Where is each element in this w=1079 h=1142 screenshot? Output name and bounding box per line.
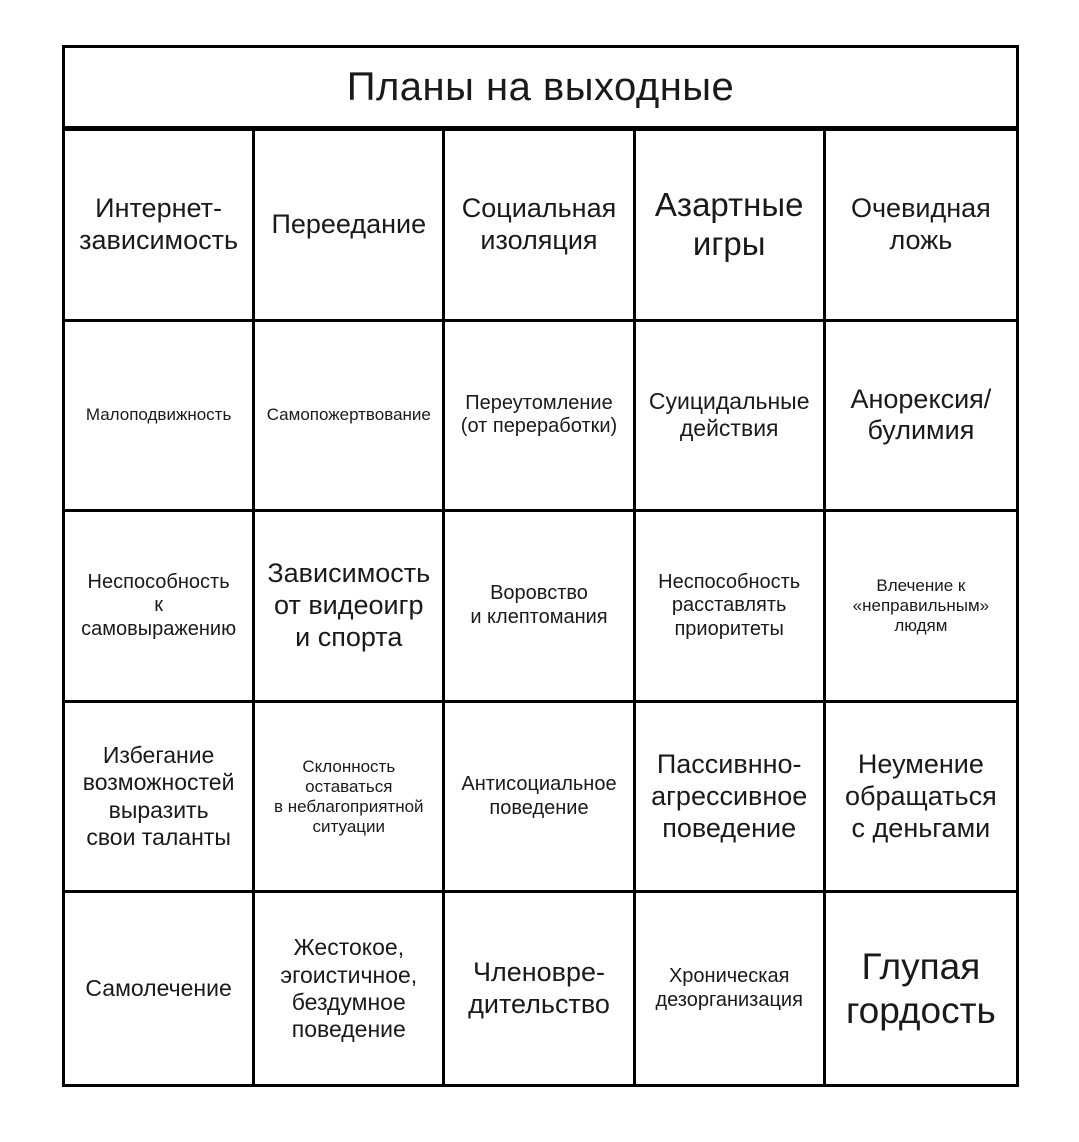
bingo-grid: [65, 131, 1016, 1084]
bingo-cell[interactable]: [636, 893, 826, 1084]
bingo-cell[interactable]: [65, 512, 255, 703]
cell-label: Социальная изоляция: [461, 192, 617, 255]
cell-label: Малоподвижность: [85, 405, 232, 425]
bingo-cell[interactable]: [826, 703, 1016, 894]
bingo-cell[interactable]: [826, 512, 1016, 703]
bingo-cell[interactable]: [826, 322, 1016, 513]
cell-label: Очевидная ложь: [850, 192, 991, 255]
bingo-cell[interactable]: [445, 893, 635, 1084]
cell-label: Неумение обращаться с деньгами: [845, 748, 997, 843]
bingo-cell[interactable]: [636, 512, 826, 703]
bingo-cell[interactable]: [636, 703, 826, 894]
cell-label: Воровство и клептомания: [470, 582, 608, 628]
cell-label: Неспособность расставлять приоритеты: [658, 570, 801, 640]
cell-label: Избегание возможностей выразить свои таланты: [82, 742, 235, 850]
cell-label: Неспособность к самовыражению: [81, 570, 237, 640]
bingo-cell[interactable]: [826, 131, 1016, 322]
bingo-cell[interactable]: [445, 703, 635, 894]
cell-label: Антисоциальное поведение: [461, 773, 617, 819]
cell-label: Пассивнно- агрессивное поведение: [651, 748, 808, 843]
cell-label: Влечение к «неправильным» людям: [852, 575, 990, 636]
bingo-cell[interactable]: [65, 893, 255, 1084]
cell-label: Переедание: [271, 208, 427, 239]
cell-label: Суицидальные действия: [648, 388, 810, 442]
bingo-cell[interactable]: [636, 131, 826, 322]
bingo-cell[interactable]: [255, 893, 445, 1084]
cell-label: Интернет- зависимость: [79, 192, 239, 255]
bingo-cell[interactable]: [255, 512, 445, 703]
bingo-cell[interactable]: [445, 322, 635, 513]
bingo-cell[interactable]: [255, 703, 445, 894]
bingo-board: [62, 45, 1019, 1087]
cell-label: Склонность оставаться в неблагоприятной ситуации: [274, 756, 424, 836]
bingo-cell[interactable]: [65, 322, 255, 513]
cell-label: Зависимость от видеоигр и спорта: [267, 558, 431, 652]
bingo-cell[interactable]: [255, 322, 445, 513]
bingo-cell[interactable]: [255, 131, 445, 322]
cell-label: Анорексия/ булимия: [850, 383, 992, 446]
cell-label: Самопожертвование: [266, 405, 431, 425]
cell-label: Членовре- дительство: [468, 956, 610, 1019]
bingo-cell[interactable]: [826, 893, 1016, 1084]
cell-label: Самолечение: [85, 975, 232, 1002]
cell-label: Жестокое, эгоистичное, бездумное поведение: [280, 934, 418, 1042]
bingo-cell[interactable]: [445, 131, 635, 322]
cell-label: Переутомление (от переработки): [460, 391, 618, 438]
bingo-cell[interactable]: [65, 131, 255, 322]
cell-label: Азартные игры: [654, 185, 804, 262]
bingo-cell[interactable]: [445, 512, 635, 703]
bingo-cell[interactable]: [636, 322, 826, 513]
bingo-cell[interactable]: [65, 703, 255, 894]
board-title: Планы на выходные: [65, 48, 1016, 131]
cell-label: Хроническая дезорганизация: [655, 965, 803, 1011]
cell-label: Глупая гордость: [845, 946, 996, 1031]
